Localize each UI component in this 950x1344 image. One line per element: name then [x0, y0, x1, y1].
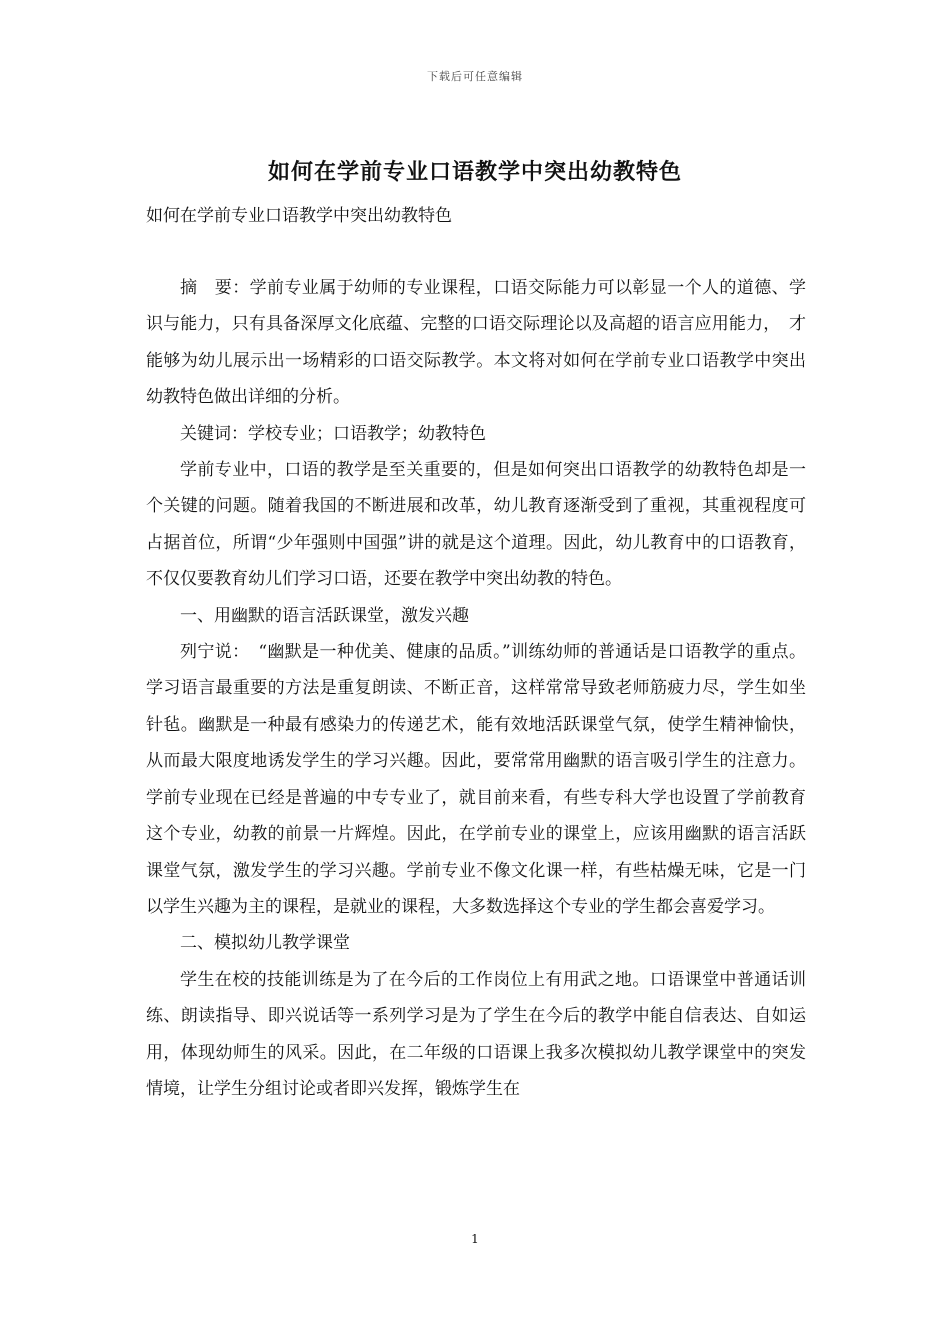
intro-paragraph: 学前专业中，口语的教学是至关重要的，但是如何突出口语教学的幼教特色却是一个关键的问题。随着我国的不断进展和改革，幼儿教育逐渐受到了重视，其重视程度可占据首位，所谓“少年强则中国强”讲的就是这个道理。因此，幼儿教育中的口语教育，不仅仅要教育幼儿们学习口语，还要在教学中突出幼教的特色。: [146, 460, 806, 590]
document-title: 如何在学前专业口语教学中突出幼教特色: [267, 159, 682, 185]
page-header: 下载后可任意编辑: [427, 70, 523, 83]
page-number: 1: [471, 1232, 479, 1246]
keywords-paragraph: 关键词：学校专业；口语教学；幼教特色: [180, 423, 486, 444]
section-2-paragraph: 学生在校的技能训练是为了在今后的工作岗位上有用武之地。口语课堂中普通话训练、朗读指导、即兴说话等一系列学习是为了学生在今后的教学中能自信表达、自如运用，体现幼师生的风采。因此，在二年级的口语课上我多次模拟幼儿教学课堂中的突发情境，让学生分组讨论或者即兴发挥，锻炼学生在: [146, 969, 806, 1099]
section-heading-2: 二、模拟幼儿教学课堂: [180, 933, 350, 954]
section-heading-1: 一、用幽默的语言活跃课堂，激发兴趣: [180, 605, 469, 626]
document-body: [146, 270, 806, 1107]
section-1-paragraph: 列宁说： “幽默是一种优美、健康的品质。”训练幼师的普通话是口语教学的重点。学习语言最重要的方法是重复朗读、不断正音，这样常常导致老师筋疲力尽，学生如坐针毡。幽默是一种最有感染力的传递艺术，能有效地活跃课堂气氛，使学生精神愉快，从而最大限度地诱发学生的学习兴趣。因此，要常常用幽默的语言吸引学生的注意力。学前专业现在已经是普遍的中专专业了，就目前来看，有些专科大学也设置了学前教育这个专业，幼教的前景一片辉煌。因此，在学前专业的课堂上，应该用幽默的语言活跃课堂气氛，激发学生的学习兴趣。学前专业不像文化课一样，有些枯燥无味，它是一门以学生兴趣为主的课程，是就业的课程，大多数选择这个专业的学生都会喜爱学习。: [146, 642, 806, 917]
abstract-paragraph: 摘 要：学前专业属于幼师的专业课程，口语交际能力可以彰显一个人的道德、学识与能力，只有具备深厚文化底蕴、完整的口语交际理论以及高超的语言应用能力， 才能够为幼儿展示出一场精彩的口语交际教学。本文将对如何在学前专业口语教学中突出幼教特色做出详细的分析。: [146, 278, 806, 408]
document-subtitle: 如何在学前专业口语教学中突出幼教特色: [146, 206, 452, 226]
